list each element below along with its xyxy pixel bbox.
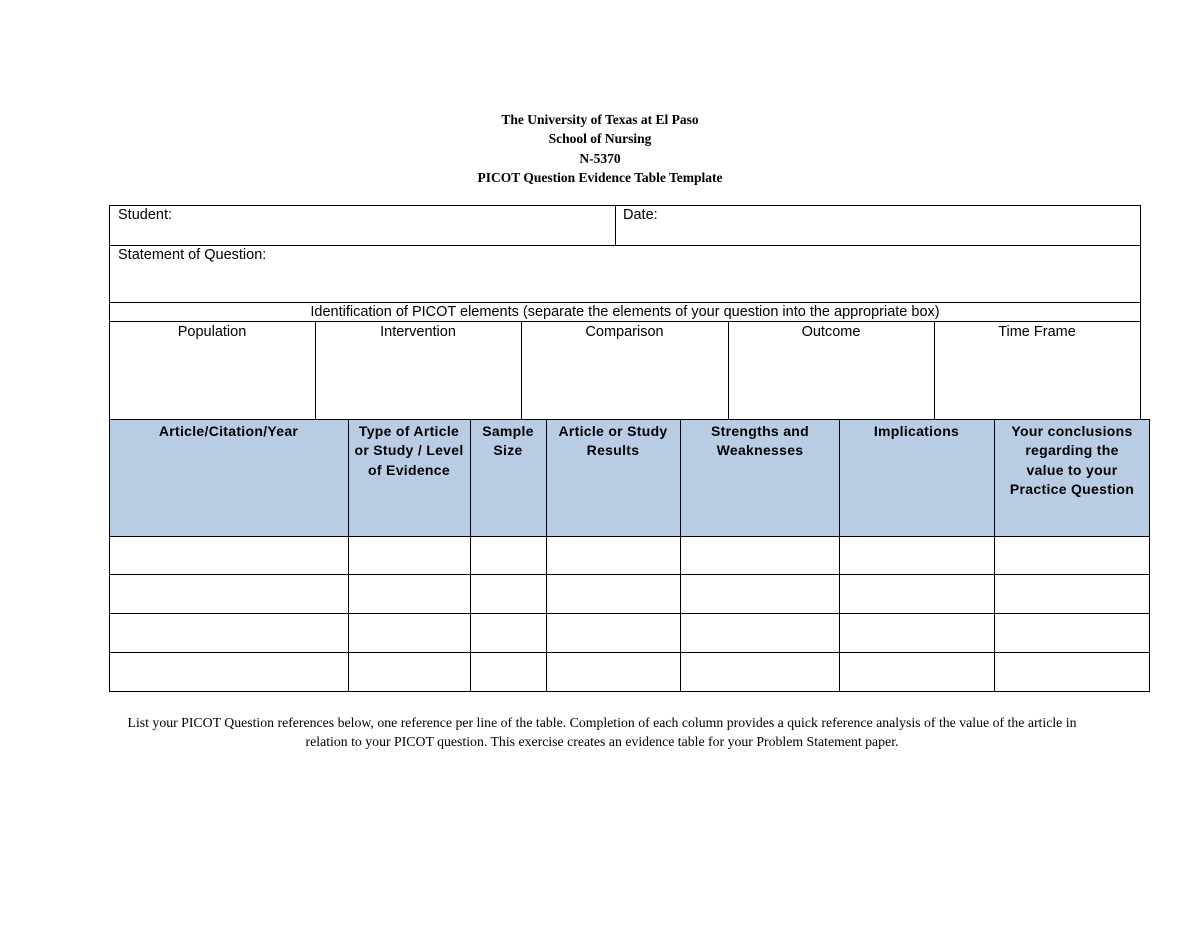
- info-table-divider: [109, 245, 1141, 246]
- col-study-results: Article or Study Results: [558, 423, 668, 459]
- picot-intervention[interactable]: Intervention: [380, 324, 456, 340]
- table-row[interactable]: [110, 614, 1149, 652]
- table-row[interactable]: [110, 653, 1149, 691]
- info-table-divider: [109, 302, 1141, 303]
- col-implications: Implications: [873, 423, 960, 439]
- picot-outcome[interactable]: Outcome: [801, 324, 861, 340]
- picot-time-frame[interactable]: Time Frame: [998, 324, 1076, 340]
- col-your-conclusions: Your conclusions regarding the value to your Practice Question: [1009, 423, 1135, 497]
- course-number: N-5370: [579, 150, 621, 166]
- col-article-citation-year: Article/Citation/Year: [158, 423, 299, 439]
- picot-population[interactable]: Population: [177, 324, 247, 340]
- table-row[interactable]: [110, 537, 1149, 574]
- picot-identification-label: Identification of PICOT elements (separate the elements of your question into the appropriate box): [310, 304, 940, 320]
- col-strengths-weaknesses: Strengths and Weaknesses: [710, 423, 810, 459]
- picot-comparison[interactable]: Comparison: [585, 324, 664, 340]
- school-name: School of Nursing: [548, 131, 652, 147]
- col-sample-size: Sample Size: [482, 423, 534, 459]
- info-table-border-top: [109, 205, 1141, 206]
- document-title: PICOT Question Evidence Table Template: [477, 169, 723, 185]
- info-table-divider: [109, 321, 1141, 322]
- question-field[interactable]: Statement of Question:: [118, 247, 267, 263]
- info-table-divider: [615, 205, 616, 245]
- university-name: The University of Texas at El Paso: [501, 112, 699, 127]
- instructions-text: List your PICOT Question references below, one reference per line of the table. Completion of each column provides a quick reference analysis of the value of the article in relation to your PICOT question. This exercise creates an evidence table for your Problem Statement paper.: [127, 715, 1077, 749]
- document-header: [0, 110, 1200, 187]
- student-field[interactable]: Student:: [118, 207, 173, 223]
- date-field[interactable]: Date:: [623, 207, 658, 223]
- table-row[interactable]: [110, 575, 1149, 613]
- col-type-of-study: Type of Article or Study / Level of Evidence: [354, 423, 464, 478]
